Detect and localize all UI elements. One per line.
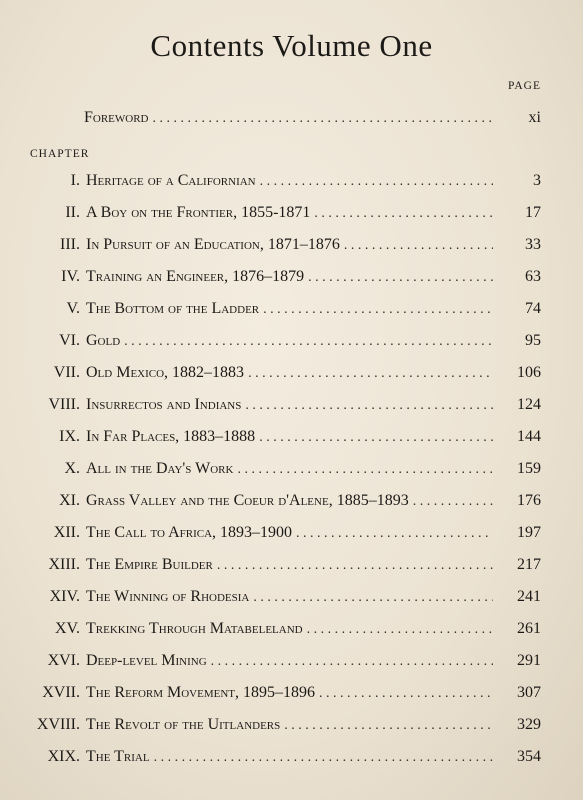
dot-leader xyxy=(284,718,493,734)
entry-page-number: xi xyxy=(528,109,541,126)
toc-entry xyxy=(0,300,583,324)
chapter-numeral: III. xyxy=(60,236,80,253)
entry-title: The Winning of Rhodesia xyxy=(86,588,250,605)
entry-title: Gold xyxy=(86,332,121,349)
dot-leader xyxy=(296,526,493,542)
toc-entry xyxy=(0,524,583,548)
chapter-numeral: VI. xyxy=(59,332,80,349)
entry-page-number: 329 xyxy=(517,716,541,733)
dot-leader xyxy=(260,174,493,190)
toc-entry xyxy=(0,652,583,676)
entry-page-number: 144 xyxy=(517,428,541,445)
entry-page-number: 124 xyxy=(517,396,541,413)
page-title: Contents Volume One xyxy=(150,28,433,63)
entry-page-number: 241 xyxy=(517,588,541,605)
entry-title: Grass Valley and the Coeur d'Alene, 1885–1893 xyxy=(86,492,409,509)
entry-title: A Boy on the Frontier, 1855-1871 xyxy=(86,204,311,221)
chapter-numeral: XIII. xyxy=(48,556,80,573)
chapter-numeral: X. xyxy=(64,460,80,477)
toc-entry xyxy=(0,172,583,196)
chapter-numeral: I. xyxy=(70,172,80,189)
toc-entry xyxy=(0,620,583,644)
entry-title: Trekking Through Matabeleland xyxy=(86,620,303,637)
chapter-numeral: XVIII. xyxy=(36,716,80,733)
entry-page-number: 307 xyxy=(517,684,541,701)
dot-leader xyxy=(153,111,493,127)
toc-entry-foreword xyxy=(84,109,543,131)
entry-title: Deep-level Mining xyxy=(86,652,207,669)
chapter-numeral: XV. xyxy=(54,620,80,637)
dot-leader xyxy=(263,302,493,318)
toc-entry xyxy=(0,460,583,484)
toc-entry xyxy=(0,588,583,612)
toc-entry xyxy=(0,268,583,292)
toc-entry xyxy=(0,492,583,516)
toc-entry xyxy=(0,364,583,388)
entry-title: The Empire Builder xyxy=(86,556,213,573)
chapter-numeral: VII. xyxy=(53,364,80,381)
toc-entry xyxy=(0,396,583,420)
entry-title: The Bottom of the Ladder xyxy=(86,300,260,317)
dot-leader xyxy=(259,430,493,446)
entry-page-number: 159 xyxy=(517,460,541,477)
chapter-column-label: CHAPTER xyxy=(30,148,90,160)
dot-leader xyxy=(248,366,493,382)
entry-title: The Trial xyxy=(86,748,150,765)
entry-page-number: 354 xyxy=(517,748,541,765)
entry-title: In Pursuit of an Education, 1871–1876 xyxy=(86,236,340,253)
entry-title: Foreword xyxy=(84,109,149,126)
chapter-numeral: XIV. xyxy=(49,588,80,605)
chapter-numeral: VIII. xyxy=(48,396,80,413)
chapter-numeral: XVII. xyxy=(42,684,80,701)
dot-leader xyxy=(413,494,493,510)
toc-entry xyxy=(0,684,583,708)
chapter-numeral: V. xyxy=(66,300,80,317)
entry-page-number: 291 xyxy=(517,652,541,669)
entry-page-number: 63 xyxy=(525,268,541,285)
entry-page-number: 95 xyxy=(525,332,541,349)
entry-title: All in the Day's Work xyxy=(86,460,234,477)
dot-leader xyxy=(307,622,493,638)
dot-leader xyxy=(319,686,493,702)
dot-leader xyxy=(245,398,493,414)
entry-title: The Revolt of the Uitlanders xyxy=(86,716,281,733)
entry-page-number: 17 xyxy=(525,204,541,221)
toc-entry xyxy=(0,332,583,356)
dot-leader xyxy=(124,334,493,350)
entry-title: In Far Places, 1883–1888 xyxy=(86,428,256,445)
entry-page-number: 217 xyxy=(517,556,541,573)
chapter-numeral: XIX. xyxy=(47,748,80,765)
dot-leader xyxy=(211,654,493,670)
entry-page-number: 74 xyxy=(525,300,541,317)
entry-title: Insurrectos and Indians xyxy=(86,396,242,413)
entry-title: The Reform Movement, 1895–1896 xyxy=(86,684,316,701)
dot-leader xyxy=(237,462,493,478)
entry-page-number: 33 xyxy=(525,236,541,253)
entry-page-number: 197 xyxy=(517,524,541,541)
chapter-numeral: XII. xyxy=(53,524,80,541)
toc-entry xyxy=(0,428,583,452)
entry-title: The Call to Africa, 1893–1900 xyxy=(86,524,293,541)
toc-entry xyxy=(0,716,583,740)
dot-leader xyxy=(344,238,493,254)
chapter-numeral: XI. xyxy=(59,492,80,509)
chapter-numeral: IX. xyxy=(59,428,80,445)
toc-entry xyxy=(0,204,583,228)
entry-page-number: 106 xyxy=(517,364,541,381)
entry-page-number: 3 xyxy=(533,172,541,189)
chapter-numeral: II. xyxy=(65,204,80,221)
toc-entry xyxy=(0,748,583,772)
page-column-label: PAGE xyxy=(508,80,541,92)
entry-title: Heritage of a Californian xyxy=(86,172,256,189)
chapter-numeral: IV. xyxy=(61,268,80,285)
entry-title: Training an Engineer, 1876–1879 xyxy=(86,268,305,285)
toc-entry xyxy=(0,236,583,260)
entry-title: Old Mexico, 1882–1883 xyxy=(86,364,245,381)
dot-leader xyxy=(154,750,493,766)
dot-leader xyxy=(308,270,493,286)
entry-page-number: 261 xyxy=(517,620,541,637)
toc-entry xyxy=(0,556,583,580)
dot-leader xyxy=(253,590,493,606)
chapter-numeral: XVI. xyxy=(47,652,80,669)
dot-leader xyxy=(217,558,493,574)
dot-leader xyxy=(314,206,493,222)
entry-page-number: 176 xyxy=(517,492,541,509)
